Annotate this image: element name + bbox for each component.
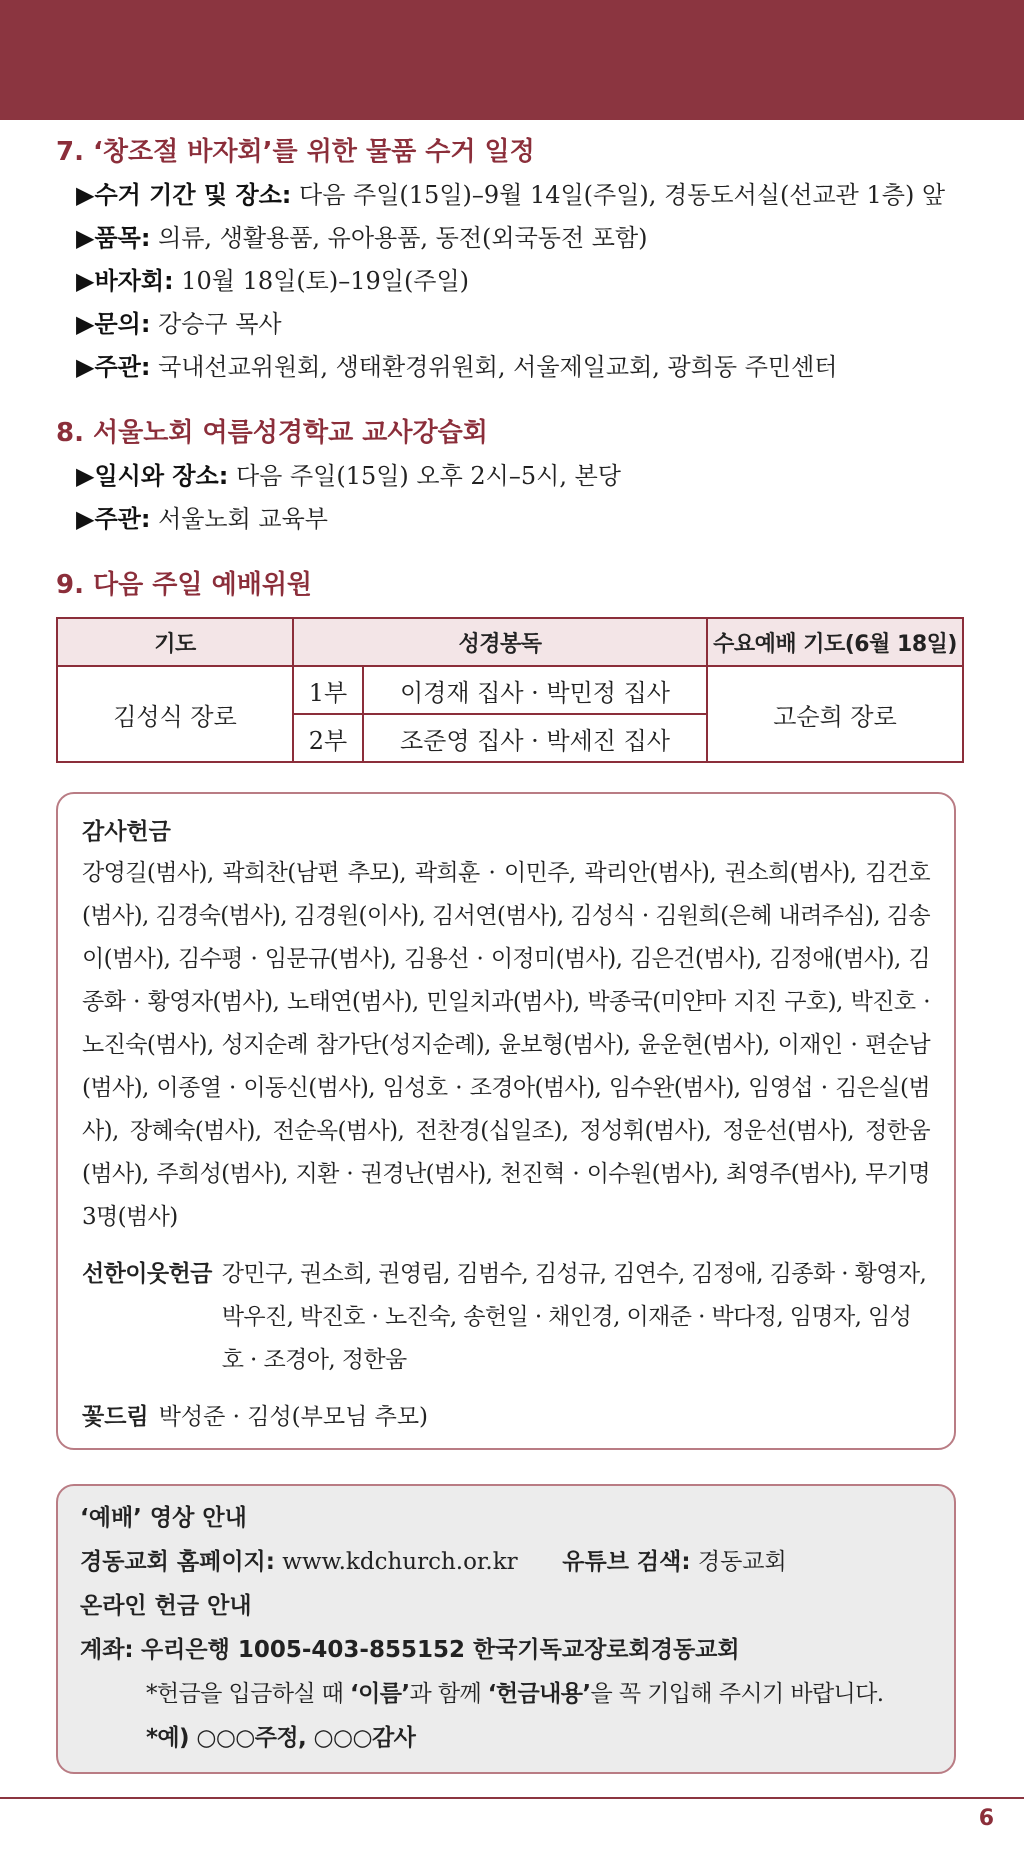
thanks-offering-list: 강영길(범사), 곽희찬(남편 추모), 곽희훈 · 이민주, 곽리안(범사), 권소희(범사), 김건호(범사), 김경숙(범사), 김경원(이사), 김서연(범사), 김성식 · 김원희(은혜 내려주심), 김송이(범사), 김수평 · 임문규(범사), 김용선 · 이정미(범사), 김은건(범사), 김정애(범사), 김종화 · 황영자(범사), 노태연(범사), 민일치과(범사), 박종국(미얀마 지진 구호), 박진호 · 노진숙(범사), 성지순례 참가단(성지순례), 윤보형(범사), 윤운현(범사), 이재인 · 편순남(범사), 이종열 · 이동신(범사), 임성호 · 조경아(범사), 임수완(범사), 임영섭 · 김은실(범사), 장혜숙(범사), 전순옥(범사), 전찬경(십일조), 정성휘(범사), 정운선(범사), 정한움(범사), 주희성(범사), 지환 · 권경난(범사), 천진혁 · 이수원(범사), 최영주(범사), 무기명 3명(범사) xyxy=(82,860,930,1230)
flower-offering-label: 꽃드림 xyxy=(82,1404,149,1430)
readers-2: 조준영 집사 · 박세진 집사 xyxy=(363,714,707,762)
announcements xyxy=(56,130,968,763)
note-content: ‘헌금내용’ xyxy=(487,1681,591,1707)
item-label: ▶바자회: xyxy=(76,267,174,295)
item-text: 서울노회 교육부 xyxy=(150,505,328,533)
prayer-leader: 김성식 장로 xyxy=(57,666,293,762)
training-organizer xyxy=(56,498,968,541)
item-label: ▶일시와 장소: xyxy=(76,462,229,490)
flower-offering xyxy=(82,1396,930,1439)
youtube-label: 유튜브 검색: xyxy=(562,1549,691,1575)
bazaar-organizer xyxy=(56,346,968,389)
flower-offering-text: 박성준 · 김성(부모님 추모) xyxy=(158,1404,429,1430)
header-bar xyxy=(0,0,1024,120)
item-label: ▶주관: xyxy=(76,353,151,381)
online-info-box xyxy=(56,1484,956,1774)
homepage-label: 경동교회 홈페이지: xyxy=(80,1549,275,1575)
header-prayer: 기도 xyxy=(57,618,293,666)
item-text: 강승구 목사 xyxy=(150,310,282,338)
bazaar-items xyxy=(56,217,968,260)
neighbor-offering-label: 선한이웃헌금 xyxy=(82,1261,212,1287)
neighbor-offering xyxy=(82,1253,930,1382)
item-text: 다음 주일(15일) 오후 2시–5시, 본당 xyxy=(228,462,621,490)
homepage-line xyxy=(80,1540,932,1584)
bazaar-date xyxy=(56,260,968,303)
item-label: ▶주관: xyxy=(76,505,151,533)
item-label: ▶문의: xyxy=(76,310,151,338)
section-title-teacher-training: 8. 서울노회 여름성경학교 교사강습회 xyxy=(56,418,488,448)
item-text: 10월 18일(토)–19일(주일) xyxy=(173,267,470,295)
header-wednesday-prayer: 수요예배 기도(6월 18일) xyxy=(707,618,963,666)
item-text: 다음 주일(15일)–9월 14일(주일), 경동도서실(선교관 1층) 앞 xyxy=(291,181,946,209)
item-text: 의류, 생활용품, 유아용품, 동전(외국동전 포함) xyxy=(150,224,648,252)
section-title-bazaar: 7. ‘창조절 바자회’를 위한 물품 수거 일정 xyxy=(56,137,535,167)
item-label: ▶품목: xyxy=(76,224,151,252)
wednesday-prayer-leader: 고순희 장로 xyxy=(707,666,963,762)
bazaar-collection-period xyxy=(56,174,968,217)
service-2: 2부 xyxy=(293,714,363,762)
note-suffix: 을 꼭 기입해 주시기 바랍니다. xyxy=(590,1681,884,1707)
section-title-worship-committee: 9. 다음 주일 예배위원 xyxy=(56,570,313,600)
homepage-url[interactable]: www.kdchurch.or.kr xyxy=(282,1549,518,1575)
note-prefix: *헌금을 입금하실 때 xyxy=(146,1681,350,1707)
neighbor-offering-list: 강민구, 권소희, 권영림, 김범수, 김성규, 김연수, 김정애, 김종화 · 황영자, 박우진, 박진호 · 노진숙, 송헌일 · 채인경, 이재준 · 박다정, 임명자, 임성호 · 조경아, 정한움 xyxy=(221,1261,927,1373)
video-guide-title: ‘예배’ 영상 안내 xyxy=(80,1505,247,1531)
account-line xyxy=(80,1628,932,1672)
account-value: 우리은행 1005-403-855152 한국기독교장로회경동교회 xyxy=(140,1637,740,1663)
footer-divider xyxy=(0,1797,1024,1799)
training-time-place xyxy=(56,455,968,498)
note-name: ‘이름’ xyxy=(349,1681,410,1707)
item-label: ▶수거 기간 및 장소: xyxy=(76,181,292,209)
readers-1: 이경재 집사 · 박민정 집사 xyxy=(363,666,707,714)
worship-committee-table xyxy=(56,617,964,763)
offering-note xyxy=(80,1672,932,1716)
service-1: 1부 xyxy=(293,666,363,714)
offering-example: *예) ○○○주정, ○○○감사 xyxy=(146,1725,416,1751)
page-number: 6 xyxy=(978,1806,994,1831)
bazaar-contact xyxy=(56,303,968,346)
account-label: 계좌: xyxy=(80,1637,134,1663)
online-offering-title: 온라인 헌금 안내 xyxy=(80,1593,252,1619)
offerings-box xyxy=(56,792,956,1450)
youtube-search-term: 경동교회 xyxy=(697,1549,787,1575)
thanks-offering-title: 감사헌금 xyxy=(82,819,171,845)
note-mid: 과 함께 xyxy=(409,1681,488,1707)
header-scripture-reading: 성경봉독 xyxy=(293,618,707,666)
item-text: 국내선교위원회, 생태환경위원회, 서울제일교회, 광희동 주민센터 xyxy=(150,353,838,381)
